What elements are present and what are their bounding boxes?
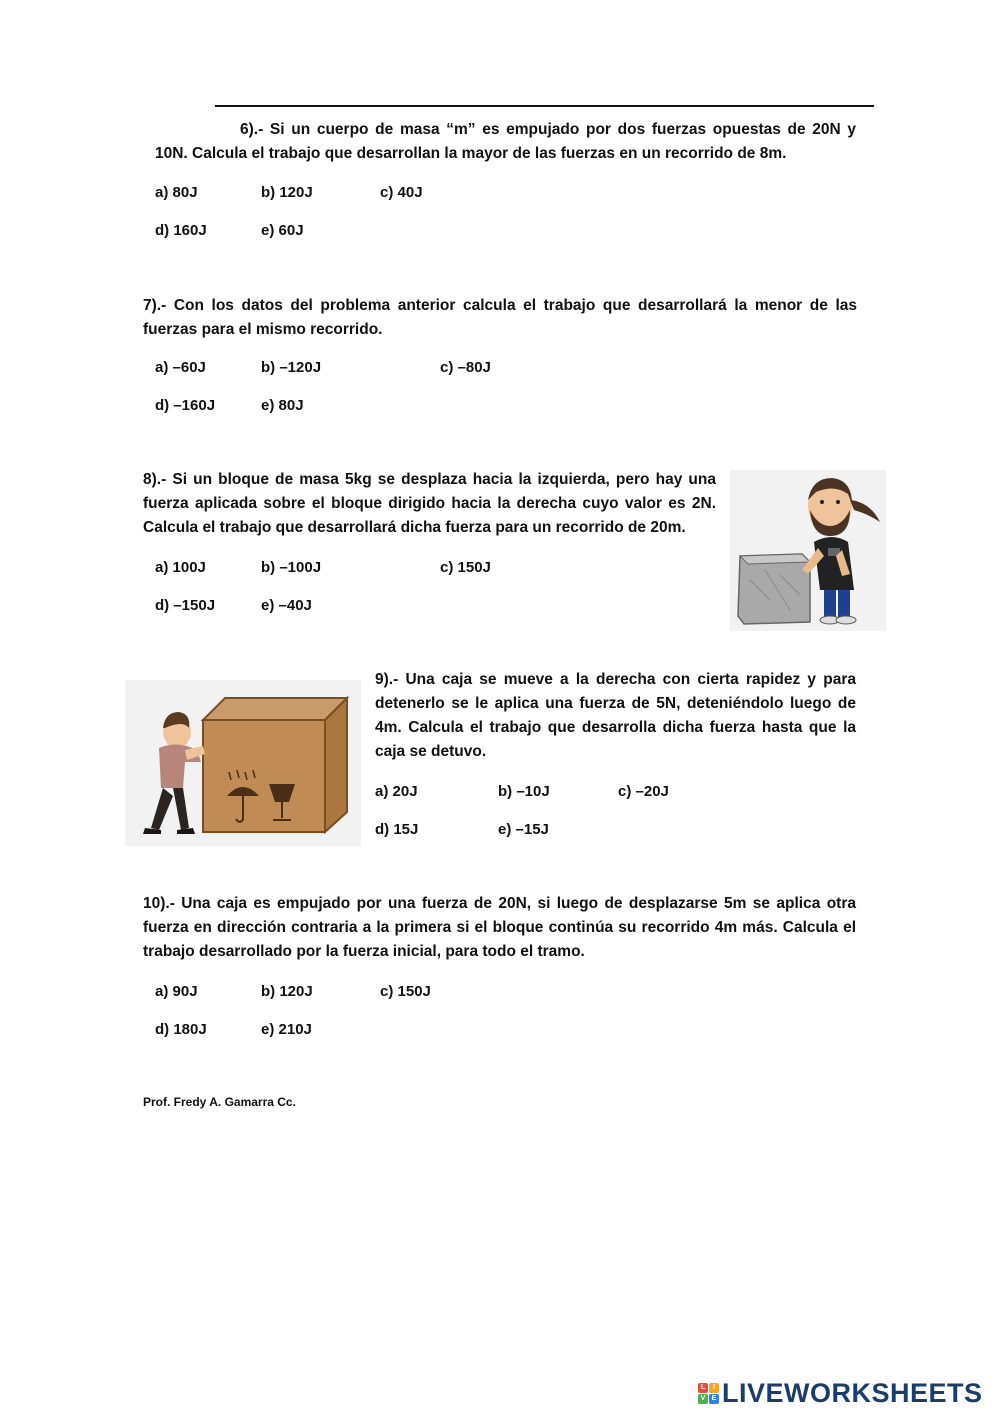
q6-option-d[interactable]: d) 160J (155, 222, 207, 239)
question-6-line1: 6).- Si un cuerpo de masa “m” es empujado por dos fuerzas opuestas de 20N y (240, 121, 856, 138)
liveworksheets-logo[interactable] (698, 1378, 983, 1409)
question-9: 9).- Una caja se mueve a la derecha con cierta rapidez y para detenerlo se le aplica una fuerza de 5N, deteniéndolo luego de 4m. Calcula el trabajo que desarrolla dicha fuerza hasta que la caja se detuvo. (375, 671, 856, 760)
man-pushing-block-drawing (730, 470, 886, 631)
q7-option-c[interactable]: c) –80J (440, 359, 491, 376)
q8-option-c[interactable]: c) 150J (440, 559, 491, 576)
q9-option-d[interactable]: d) 15J (375, 821, 419, 838)
q9-option-a[interactable]: a) 20J (375, 783, 418, 800)
top-rule (215, 105, 874, 107)
q10-option-e[interactable]: e) 210J (261, 1021, 312, 1038)
man-pushing-box-image (125, 680, 361, 846)
logo-tile: I (709, 1383, 719, 1393)
q10-option-a[interactable]: a) 90J (155, 983, 198, 1000)
logo-text: LIVEWORKSHEETS (722, 1378, 983, 1408)
q7-option-b[interactable]: b) –120J (261, 359, 322, 376)
q8-option-e[interactable]: e) –40J (261, 597, 312, 614)
q7-option-a[interactable]: a) –60J (155, 359, 206, 376)
man-pushing-block-image (730, 470, 886, 631)
q8-option-d[interactable]: d) –150J (155, 597, 216, 614)
q6-option-b[interactable]: b) 120J (261, 184, 313, 201)
q6-option-e[interactable]: e) 60J (261, 222, 304, 239)
q6-option-a[interactable]: a) 80J (155, 184, 198, 201)
q10-option-c[interactable]: c) 150J (380, 983, 431, 1000)
question-10: 10).- Una caja es empujado por una fuerza de 20N, si luego de desplazarse 5m se aplica otra fuerza en dirección contraria a la primera si el bloque continúa su recorrido 4m más. Calcula el trabajo desarrollado por la fuerza inicial, para todo el tramo. (143, 895, 856, 960)
q9-option-e[interactable]: e) –15J (498, 821, 549, 838)
logo-tile: V (698, 1394, 708, 1404)
author-signature: Prof. Fredy A. Gamarra Cc. (143, 1095, 296, 1109)
q7-option-e[interactable]: e) 80J (261, 397, 304, 414)
man-pushing-box-drawing (125, 680, 361, 846)
logo-tile: E (709, 1394, 719, 1404)
logo-tiles-icon (698, 1383, 719, 1404)
question-8: 8).- Si un bloque de masa 5kg se desplaza hacia la izquierda, pero hay una fuerza aplicada sobre el bloque dirigido hacia la derecha cuyo valor es 2N. Calcula el trabajo que desarrollará dicha fuerza para un recorrido de 20m. (143, 471, 716, 536)
question-7: 7).- Con los datos del problema anterior calcula el trabajo que desarrollará la menor de las fuerzas para el mismo recorrido. (143, 297, 857, 338)
logo-tile: L (698, 1383, 708, 1393)
question-6-line2: 10N. Calcula el trabajo que desarrollan la mayor de las fuerzas en un recorrido de 8m. (155, 145, 787, 162)
q10-option-d[interactable]: d) 180J (155, 1021, 207, 1038)
q10-option-b[interactable]: b) 120J (261, 983, 313, 1000)
q8-option-b[interactable]: b) –100J (261, 559, 322, 576)
q6-option-c[interactable]: c) 40J (380, 184, 423, 201)
q9-option-b[interactable]: b) –10J (498, 783, 550, 800)
q8-option-a[interactable]: a) 100J (155, 559, 206, 576)
q9-option-c[interactable]: c) –20J (618, 783, 669, 800)
q7-option-d[interactable]: d) –160J (155, 397, 216, 414)
